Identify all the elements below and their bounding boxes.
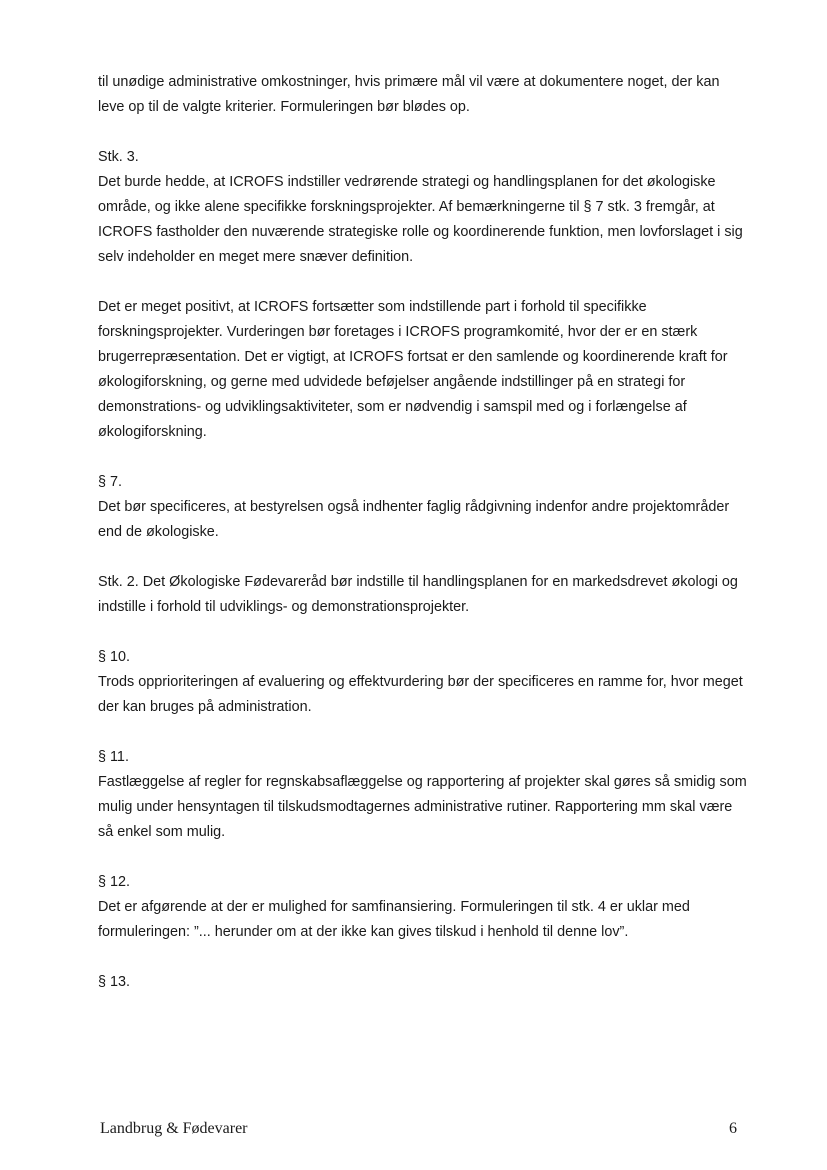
section-heading: § 11. — [98, 749, 129, 765]
paragraph-text: Stk. 2. Det Økologiske Fødevareråd bør indstille til handlingsplanen for en markedsdrevet økologi og indstille i forhold til udviklings- og demonstrationsprojekter. — [98, 574, 738, 615]
section-paragraph-13 — [98, 970, 748, 995]
document-body — [98, 70, 748, 1020]
paragraph-stk2 — [98, 570, 748, 620]
paragraph-text: Fastlæggelse af regler for regnskabsaflæggelse og rapportering af projekter skal gøres så smidig som mulig under hensyntagen til tilskudsmodtagernes administrative rutiner. Rapportering mm skal være så enkel som mulig. — [98, 774, 747, 840]
section-heading: Stk. 3. — [98, 149, 139, 165]
paragraph-text: Det bør specificeres, at bestyrelsen også indhenter faglig rådgivning indenfor andre projektområder end de økologiske. — [98, 499, 730, 540]
section-heading: § 12. — [98, 874, 131, 890]
section-paragraph-12 — [98, 870, 748, 945]
paragraph-text: Det er afgørende at der er mulighed for samfinansiering. Formuleringen til stk. 4 er uklar med formuleringen: ”... herunder om at der ikke kan gives tilskud i henhold til denne lov”. — [98, 899, 690, 940]
section-heading: § 7. — [98, 474, 123, 490]
paragraph-icrofs-positive — [98, 295, 748, 445]
section-paragraph-7 — [98, 470, 748, 545]
paragraph-text: Det burde hedde, at ICROFS indstiller vedrørende strategi og handlingsplanen for det økologiske område, og ikke alene specifikke forskningsprojekter. Af bemærkningerne til § 7 stk. 3 fremgår, at ICROFS fastholder den nuværende strategiske rolle og koordinerende funktion, men lovforslaget i sig selv indeholder en meget mere snæver definition. — [98, 174, 743, 265]
paragraph-admin-costs — [98, 70, 748, 120]
section-stk3 — [98, 145, 748, 270]
footer-organization: Landbrug & Fødevarer — [100, 1120, 248, 1137]
paragraph-text: Det er meget positivt, at ICROFS fortsætter som indstillende part i forhold til specifikke forskningsprojekter. Vurderingen bør foretages i ICROFS programkomité, hvor der er en stærk brugerrepræsentation. Det er vigtigt, at ICROFS fortsat er den samlende og koordinerende kraft for økologiforskning, og gerne med udvidede beføjelser angående indstillinger på en strategi for demonstrations- og udviklingsaktiviteter, som er nødvendig i samspil med og i forlængelse af økologiforskning. — [98, 299, 728, 440]
section-heading: § 13. — [98, 974, 131, 990]
paragraph-text: Trods opprioriteringen af evaluering og effektvurdering bør der specificeres en ramme for, hvor meget der kan bruges på administration. — [98, 674, 743, 715]
footer-page-number: 6 — [729, 1120, 737, 1137]
paragraph-text: til unødige administrative omkostninger, hvis primære mål vil være at dokumentere noget, der kan leve op til de valgte kriterier. Formuleringen bør blødes op. — [98, 74, 720, 115]
section-paragraph-10 — [98, 645, 748, 720]
section-paragraph-11 — [98, 745, 748, 845]
section-heading: § 10. — [98, 649, 131, 665]
